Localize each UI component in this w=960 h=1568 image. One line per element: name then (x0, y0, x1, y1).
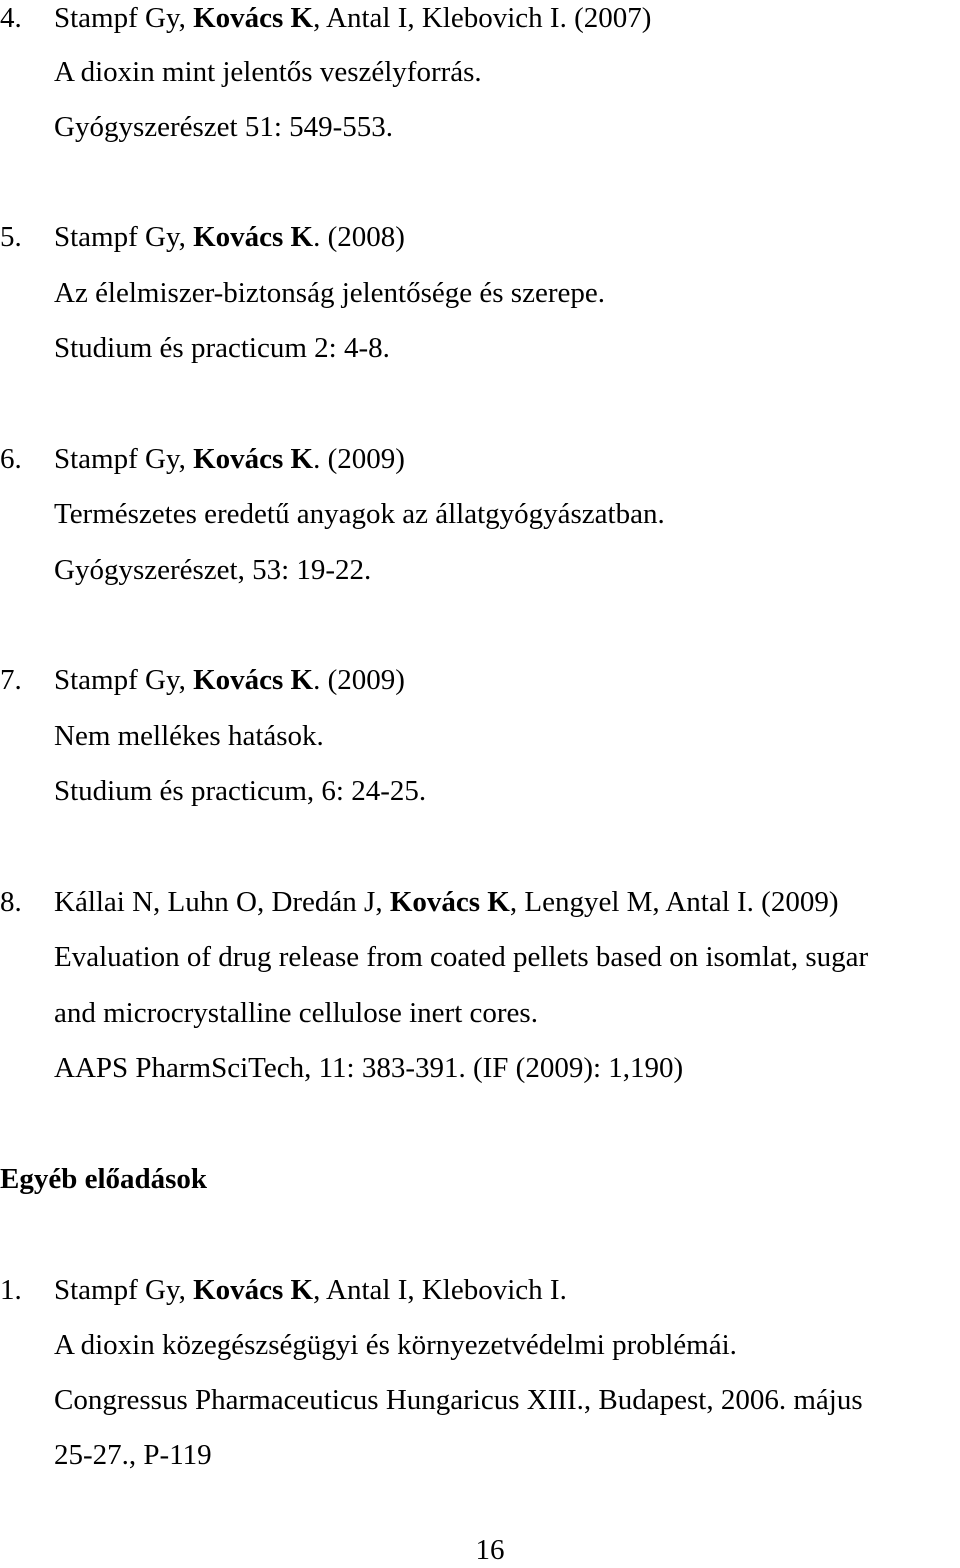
reference-source: Gyógyszerészet 51: 549-553. (54, 111, 394, 143)
reference-authors (54, 884, 838, 920)
section-heading: Egyéb előadások (0, 1163, 208, 1195)
author-text: . (2009) (313, 443, 405, 475)
author-text: Stampf Gy, (54, 221, 194, 253)
reference-authors (54, 0, 651, 36)
reference-number: 4. (0, 2, 22, 34)
author-text: , Antal I, Klebovich I. (313, 1274, 567, 1306)
reference-source: Gyógyszerészet, 53: 19-22. (54, 554, 372, 586)
author-highlighted: Kovács K (193, 221, 314, 253)
reference-number: 5. (0, 221, 22, 253)
reference-title: A dioxin mint jelentős veszélyforrás. (54, 56, 482, 88)
reference-title: Nem mellékes hatások. (54, 720, 324, 752)
author-highlighted: Kovács K (193, 664, 314, 696)
author-text: , Antal I, Klebovich I. (2007) (313, 2, 652, 34)
reference-source: AAPS PharmSciTech, 11: 383-391. (IF (2009): 1,190) (54, 1052, 684, 1084)
page-number: 16 (475, 1534, 505, 1566)
reference-source: Studium és practicum, 6: 24-25. (54, 775, 427, 807)
talk-authors (54, 1272, 567, 1308)
reference-title: Evaluation of drug release from coated pellets based on isomlat, sugar (54, 941, 869, 973)
talk-venue-continued: 25-27., P-119 (54, 1439, 212, 1471)
author-text: Kállai N, Luhn O, Dredán J, (54, 886, 390, 918)
author-text: . (2008) (313, 221, 405, 253)
reference-title-continued: and microcrystalline cellulose inert cores. (54, 997, 538, 1029)
reference-number: 6. (0, 443, 22, 475)
author-text: , Lengyel M, Antal I. (2009) (509, 886, 839, 918)
reference-authors (54, 219, 405, 255)
talk-venue: Congressus Pharmaceuticus Hungaricus XIII., Budapest, 2006. május (54, 1384, 863, 1416)
author-text: Stampf Gy, (54, 443, 194, 475)
reference-number: 8. (0, 886, 22, 918)
reference-source: Studium és practicum 2: 4-8. (54, 332, 390, 364)
reference-authors (54, 662, 405, 698)
talk-title: A dioxin közegészségügyi és környezetvédelmi problémái. (54, 1329, 737, 1361)
reference-number: 7. (0, 664, 22, 696)
author-highlighted: Kovács K (193, 443, 314, 475)
author-highlighted: Kovács K (193, 2, 314, 34)
author-text: Stampf Gy, (54, 664, 194, 696)
author-text: . (2009) (313, 664, 405, 696)
author-highlighted: Kovács K (193, 1274, 314, 1306)
reference-authors (54, 441, 405, 477)
reference-title: Az élelmiszer-biztonság jelentősége és szerepe. (54, 277, 605, 309)
author-highlighted: Kovács K (389, 886, 510, 918)
talk-number: 1. (0, 1274, 22, 1306)
reference-title: Természetes eredetű anyagok az állatgyógyászatban. (54, 498, 665, 530)
author-text: Stampf Gy, (54, 2, 194, 34)
author-text: Stampf Gy, (54, 1274, 194, 1306)
